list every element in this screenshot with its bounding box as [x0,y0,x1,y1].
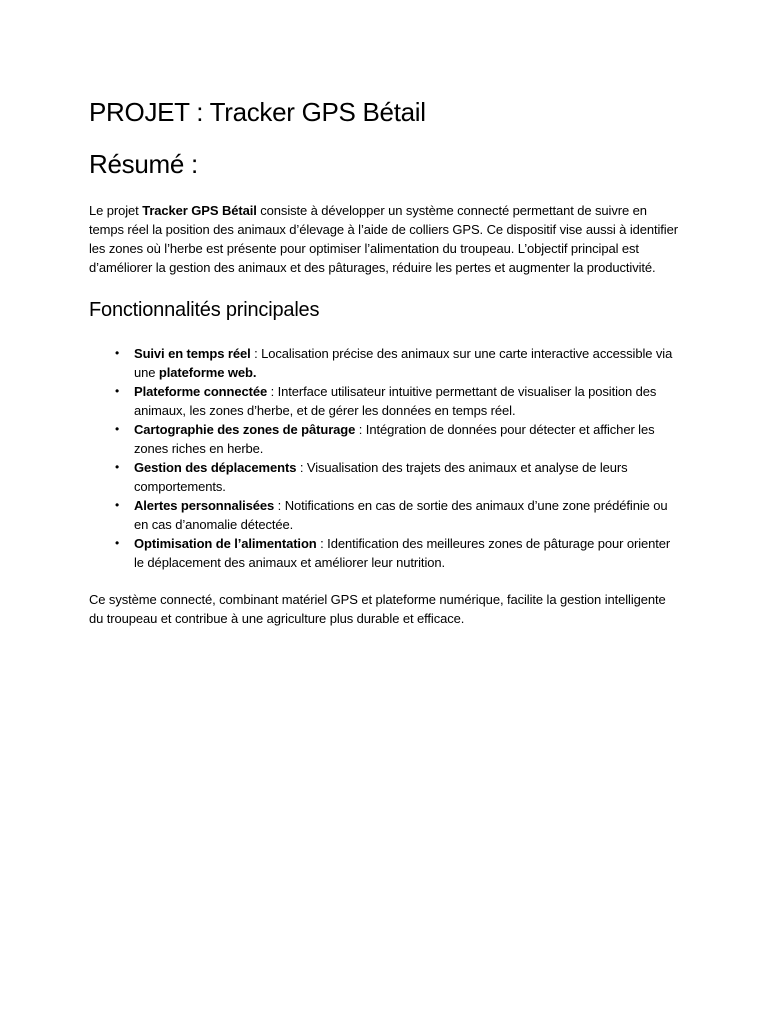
bullet: • [115,460,120,474]
feature-item-realtime-tracking [89,344,679,382]
feature-text: : Identification des meilleures zones de pâturage pour orienter le déplacement des animaux et améliorer leur nutrition. [134,536,671,570]
document-page [89,95,679,628]
feature-item-custom-alerts [89,496,679,534]
bullet: • [115,346,120,360]
feature-title: Alertes personnalisées [134,498,275,513]
bullet: • [115,536,120,550]
feature-item-movement-management [89,458,679,496]
feature-text: : Localisation précise des animaux sur une carte interactive accessible via une [134,346,673,380]
feature-title: Suivi en temps réel [134,346,251,361]
feature-text: : Interface utilisateur intuitive permettant de visualiser la position des animaux, les zones d’herbe, et de gérer les données en temps réel. [134,384,657,418]
features-list [89,344,679,572]
feature-item-connected-platform [89,382,679,420]
bullet: • [115,498,120,512]
conclusion-paragraph: Ce système connecté, combinant matériel GPS et plateforme numérique, facilite la gestion intelligente du troupeau et contribue à une agriculture plus durable et efficace. [89,592,666,626]
features-heading: Fonctionnalités principales [89,299,320,321]
feature-text: : Notifications en cas de sortie des animaux d’une zone prédéfinie ou en cas d’anomalie détectée. [134,498,668,532]
feature-text: : Visualisation des trajets des animaux et analyse de leurs comportements. [134,460,628,494]
intro-text: consiste à développer un système connecté permettant de suivre en temps réel la position des animaux d’élevage à l’aide de colliers GPS. Ce dispositif vise aussi à identifier les zones où l’herbe est présente pour optimiser l’alimentation du troupeau. L’objectif principal est d’améliorer la gestion des animaux et des pâturages, réduire les pertes et augmenter la productivité. [89,203,678,275]
bullet: • [115,422,120,436]
project-title: PROJET : Tracker GPS Bétail [89,97,426,127]
feature-item-pasture-mapping [89,420,679,458]
bullet: • [115,384,120,398]
feature-title: Gestion des déplacements [134,460,297,475]
intro-paragraph [89,201,679,277]
intro-prefix: Le projet [89,203,143,218]
feature-title: Optimisation de l’alimentation [134,536,317,551]
intro-project-name: Tracker GPS Bétail [142,203,257,218]
feature-item-feeding-optimization [89,534,679,572]
feature-text: : Intégration de données pour détecter et afficher les zones riches en herbe. [134,422,655,456]
feature-title: Cartographie des zones de pâturage [134,422,356,437]
feature-title: Plateforme connectée [134,384,268,399]
feature-emphasis: plateforme web. [158,365,257,380]
summary-heading: Résumé : [89,149,198,179]
